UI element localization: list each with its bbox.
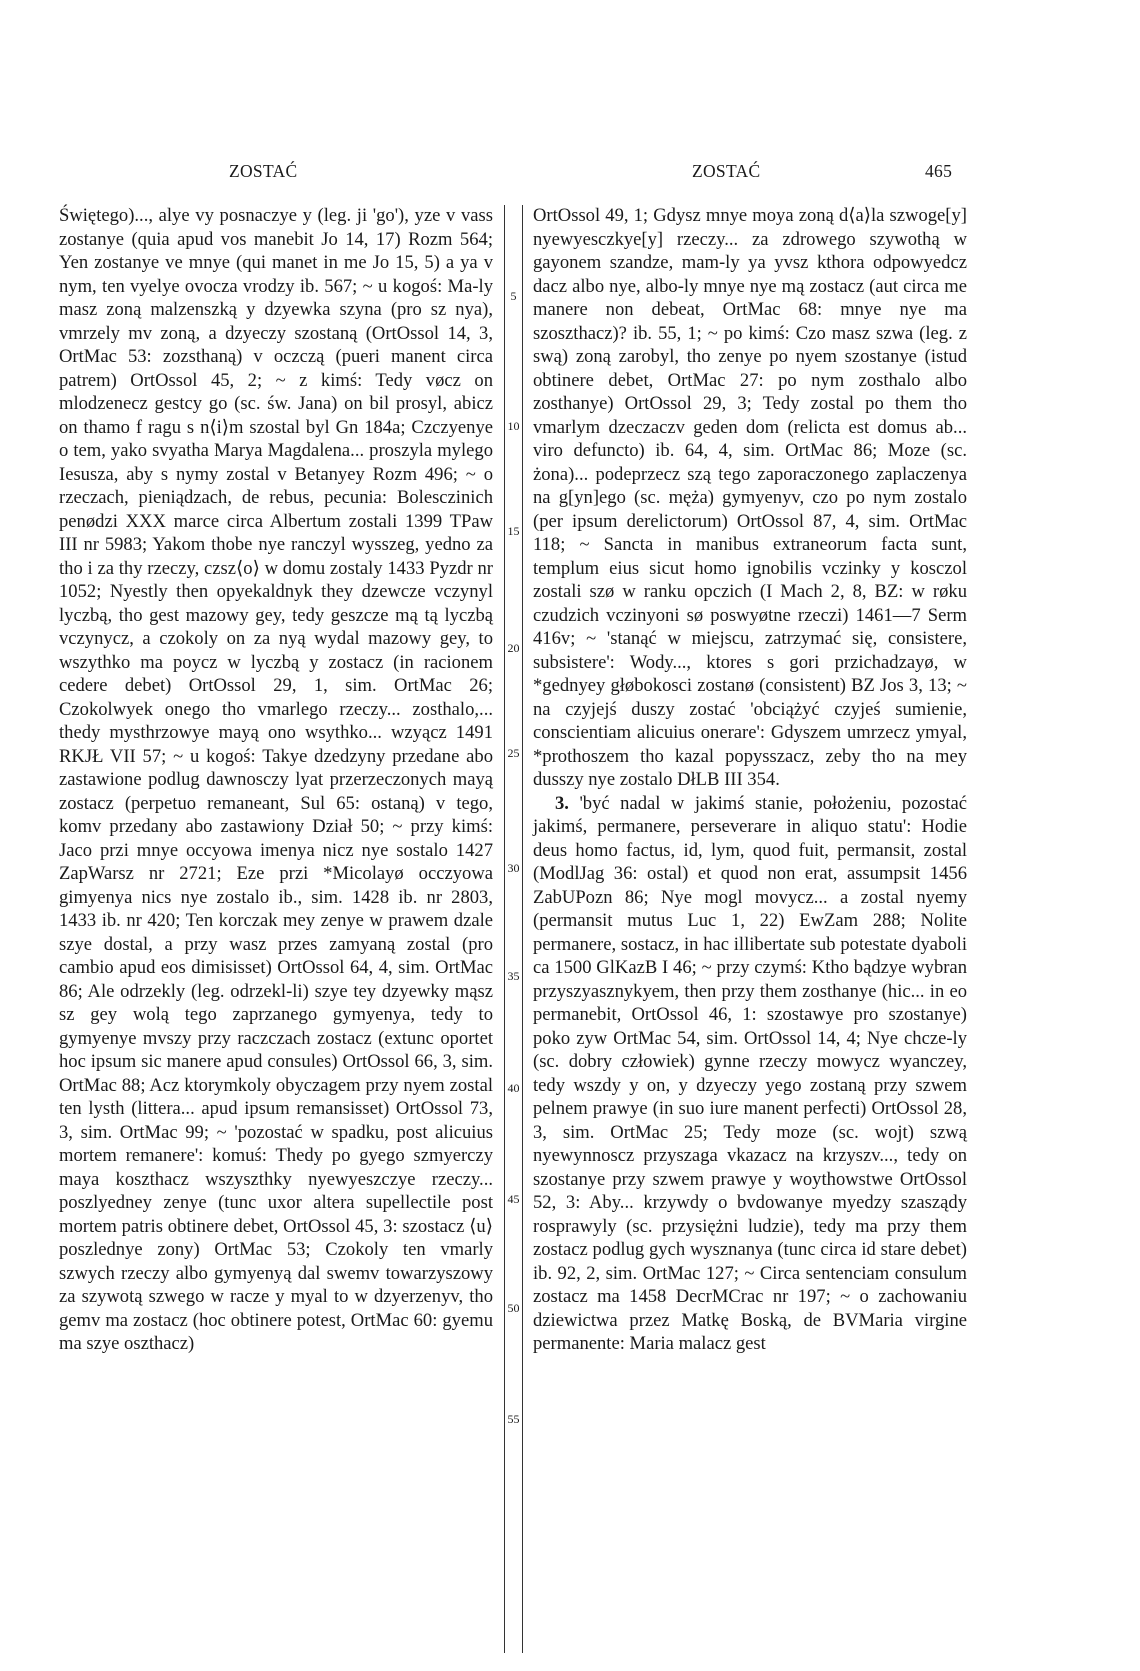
right-column-paragraph: OrtOssol 49, 1; Gdysz mnye moya zoną d⟨a⟩la szwoge[y] nyewyesczkye[y] rzeczy... za zdrowego szywothą w gayonem szandze, mam-ly ya yvsz kthora odpowyedcz dacz albo nye, albo-ly mnye nye mą zostacz (aut circa me manere non debeat, OrtMac 68: mnye nye ma szoszthacz)? ib. 55, 1; ~ po kimś: Czo masz szwa (leg. z swą) zoną zarobyl, tho zenye po nyem szostanye (istud obtinere debet, OrtMac 27: po nym zosthalo albo zosthanye) OrtOssol 29, 3; Tedy zostal po them tho vmarlym dzeczaczv geden dom (relicta est domus ab... viro defuncto) ib. 64, 4, sim. OrtMac 86; Moze (sc. żona)... podeprzecz szą tego zaporaczonego zaplaczenya na g[yn]ego (sc. męża) gymyenyv, czo po nym zostalo (per ipsum derelictorum) OrtOssol 87, 4, sim. OrtMac 118; ~ Sancta in manibus extraneorum facta sunt, templum eius sicut homo ignobilis vczinky y kosczol zostali szø w ranku opczich (I Mach 2, 8, BZ: w røku czudzich vczinyoni sø poswyøtne rzeczi) 1461—7 Serm 416v; ~ 'stanąć w miejscu, zatrzymać się, consistere, subsistere': Wody..., ktores s gori przichadzayø, w *gednyey głøbokosci zostanø (consistent) BZ Jos 3, 13; ~ na czyjejś duszy zostać 'obciążyć czyjeś sumienie, conscientiam alicuius onerare': Gdyszem umrzecz ymyal, *prothoszem tho kazal popysszacz, zeby tho na mey dusszy nye zostalo DłLB III 354. — [533, 205, 967, 790]
line-number: 40 — [507, 1081, 520, 1095]
line-number: 20 — [507, 641, 520, 655]
sense-3-text: 'być nadal w jakimś stanie, położeniu, pozostać jakimś, permanere, perseverare in aliquo statu': Hodie deus homo factus, id, lym, quod fuit, permansit, zostal (ModlJag 36: ostal) et quod non erat, assumpsit 1456 ZabUPozn 86; Nye mogl movycz... a zostal nyemy (permansit mutus Luc 1, 22) EwZam 288; Nolite permanere, sostacz, in hac illibertate sub potestate dyaboli ca 1500 GlKazB I 46; ~ przy czymś: Ktho bądzye wybran przyszyasznykyem, then przy them zosthanye (hic... in eo permanebit, OrtOssol 46, 1: szostawye pro szostanye) poko zyw OrtMac 54, sim. OrtOssol 14, 4; Nye chcze-ly (sc. dobry człowiek) gynne rzeczy mowycz wyanczey, tedy wszdy y on, y dzyeczy yego zostaną przy szwem pelnem prawye (in suo iure manent perfecti) OrtOssol 28, 3, sim. OrtMac 25; Tedy moze (sc. wojt) szwą nyewynnoscz przyszaga vkazacz na krzyszv..., tedy on szostanye przy szwem prawye y woythowstwe OrtOssol 52, 3: Aby... krzywdy o bvdowanye myedzy szasządy rosprawyly (sc. przysiężni ludzie), tedy ma przy them zostacz podlug gych wysznanya (tunc circa id stare debet) ib. 92, 2, sim. OrtMac 127; ~ Circa sentenciam consulum zostacz ma 1458 DecrMCrac nr 197; ~ o zachowaniu dziewictwa przez Matkę Boską, de BVMaria virgine permanente: Maria malacz gest — [533, 792, 967, 1354]
line-number: 55 — [507, 1412, 520, 1426]
line-number: 45 — [507, 1192, 520, 1206]
line-number: 50 — [507, 1301, 520, 1315]
line-number: 5 — [510, 289, 517, 303]
left-column-paragraph: Świętego)..., alye vy posnaczye y (leg. ji 'go'), yze v vass zostanye (quia apud vos manebit Jo 14, 17) Rozm 564; Yen zostanye ve mnye (qui manet in me Jo 15, 5) a ya v nym, ten vyelye ovocza vrodzy ib. 567; ~ u kogoś: Ma-ly masz zoną malzenszką y dzyewka szyna (pro sz nya), vmrzely mv zoną, a dzyeczy szostaną (OrtOssol 14, 3, OrtMac 53: zozsthaną) v oczczą (pueri manent circa patrem) OrtOssol 45, 2; ~ z kimś: Tedy vøcz on mlodzenecz gestcy go (sc. św. Jana) on bil prosyl, abicz on thamo f ragu s n⟨i⟩m szostal byl Gn 184a; Czczyenye o tem, yako svyatha Marya Magdalena... proszyla mylego Iesusza, aby s nymy zostal v Betanyey Rozm 496; ~ o rzeczach, pieniądzach, de rebus, pecunia: Bolesczinich penødzi XXX marce circa Albertum zostali 1399 TPaw III nr 5983; Yakom thobe nye ranczyl wysszeg, yedno za tho i za thy rzeczy, czsz⟨o⟩ w domu zostaly 1433 Pyzdr nr 1052; Nyestly then opyekaldnyk they dzewcze vczynyl lyczbą, tho gest mazowy gey, tedy geszcze mą tą lyczbą vczynycz, a czokoly on za nyą wydal mazowy gey, to wszythko ma poycz w lyczbą y zostacz (in racionem cedere debet) OrtOssol 29, 1, sim. OrtMac 26; Czokolwyek onego tho vmarlego rzeczy... zosthalo,... thedy mysthrzowye mayą ono wsythko... wzyącz 1491 RKJŁ VII 57; ~ u kogoś: Takye dzedzyny przedane abo zastawione podlug dawnosczy lyat przerzeczonych mayą zostacz (perpetuo remaneant, Sul 65: ostaną) v tego, komv przedany abo zastawiony Dział 50; ~ przy kimś: Jaco przi mnye occyowa imenya nicz nye sostalo 1427 ZapWarsz nr 2721; Eze przi *Micolayø occzyowa gimyenya nics nye zostalo ib., sim. 1428 ib. nr 2803, 1433 ib. nr 420; Ten korczak mey zenye w prawem dzale szye dostal, a przy wasz przes zamyaną zostal (pro cambio apud eos dimisisset) OrtOssol 64, 4, sim. OrtMac 86; Ale odrzekly (leg. odrzekl-li) szye tey dzyewky mąsz sz gey wolą tego zaprzanego gymyenya, tedy to gymyenye mvszy przy raczczach zostacz (extunc oportet hoc ipsum sic manere apud consules) OrtOssol 66, 3, sim. OrtMac 88; Acz ktorymkoly obyczagem przy nyem zostal ten lysth (littera... apud ipsum remansisset) OrtOssol 73, 3, sim. OrtMac 99; ~ 'pozostać w spadku, post alicuius mortem remanere': komuś: Thedy po gyego szmyerczy maya koszthacz wszyszthky nyewyeszczye rzeczy... poszlyedney zenye (tunc uxor altera supellectile post mortem patris obtinere debet, OrtOssol 45, 3: szostacz ⟨u⟩ poszlednye zony) OrtMac 53; Czokoly ten vmarly szwych rzeczy albo gymyenyą dal swemv towarzyszowy za szywotą szwego w racze y myal to w dzyerzenyv, tho gemv ma zostacz (hoc obtinere potest, OrtMac 60: gyemu ma szye oszthacz) — [59, 205, 493, 1354]
left-text-column — [59, 204, 493, 1356]
right-text-column — [533, 204, 967, 1356]
page-number: 465 — [925, 161, 953, 181]
line-number: 25 — [507, 746, 520, 760]
line-number: 35 — [507, 969, 520, 983]
line-number: 30 — [507, 861, 520, 875]
right-column-rule — [522, 205, 523, 1653]
line-number: 15 — [507, 524, 520, 538]
right-running-headword: ZOSTAĆ — [692, 161, 761, 181]
line-number: 10 — [507, 419, 520, 433]
sense-3-paragraph — [533, 792, 967, 1356]
left-running-headword: ZOSTAĆ — [229, 161, 298, 181]
sense-number: 3. — [555, 792, 569, 814]
